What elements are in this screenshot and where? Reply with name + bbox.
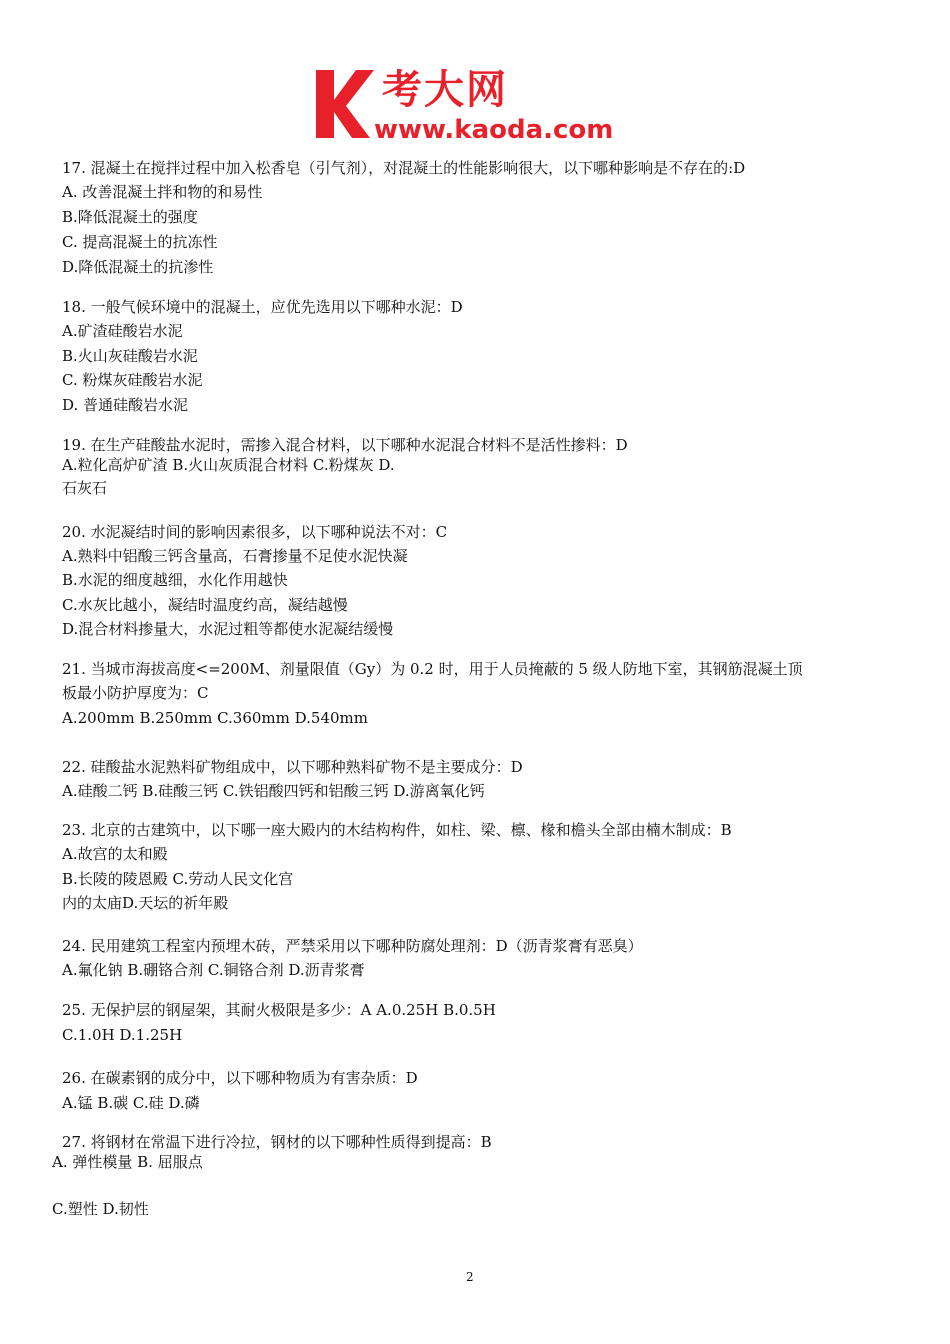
logo-url: www.kaoda.com <box>374 115 614 145</box>
option-18c: C. 粉煤灰硅酸岩水泥 <box>62 371 203 389</box>
options-19: A.粒化高炉矿渣 B.火山灰质混合材料 C.粉煤灰 D. <box>62 456 395 474</box>
question-27: 27. 将钢材在常温下进行冷拉，钢材的以下哪种性质得到提高：B <box>62 1133 492 1151</box>
option-18b: B.火山灰硅酸岩水泥 <box>62 347 198 365</box>
option-20c: C.水灰比越小，凝结时温度约高，凝结越慢 <box>62 596 348 614</box>
options-23cd: 内的太庙D.天坛的祈年殿 <box>62 894 229 912</box>
option-20b: B.水泥的细度越细，水化作用越快 <box>62 571 288 589</box>
question-19: 19. 在生产硅酸盐水泥时，需掺入混合材料，以下哪种水泥混合材料不是活性掺料：D <box>62 436 628 454</box>
option-18d: D. 普通硅酸岩水泥 <box>62 396 189 414</box>
option-17c: C. 提高混凝土的抗冻性 <box>62 233 218 251</box>
options-27cd: C.塑性 D.韧性 <box>52 1200 149 1218</box>
option-17b: B.降低混凝土的强度 <box>62 208 198 226</box>
option-17a: A. 改善混凝土拌和物的和易性 <box>62 183 263 201</box>
question-26: 26. 在碳素钢的成分中，以下哪种物质为有害杂质：D <box>62 1069 418 1087</box>
options-22: A.硅酸二钙 B.硅酸三钙 C.铁铝酸四钙和铝酸三钙 D.游离氧化钙 <box>62 782 485 800</box>
kaoda-logo <box>312 66 642 150</box>
question-22: 22. 硅酸盐水泥熟料矿物组成中，以下哪种熟料矿物不是主要成分：D <box>62 758 523 776</box>
question-25: 25. 无保护层的钢屋架，其耐火极限是多少：A A.0.25H B.0.5H <box>62 1001 496 1019</box>
option-17d: D.降低混凝土的抗渗性 <box>62 258 214 276</box>
options-24: A.氟化钠 B.硼铬合剂 C.铜铬合剂 D.沥青浆膏 <box>62 961 365 979</box>
question-21: 21. 当城市海拔高度<=200M、剂量限值（Gy）为 0.2 时，用于人员掩蔽的 5 级人防地下室，其钢筋混凝土顶 <box>62 660 803 678</box>
question-24: 24. 民用建筑工程室内预埋木砖，严禁采用以下哪种防腐处理剂：D（沥青浆膏有恶臭） <box>62 937 643 955</box>
option-20d: D.混合材料掺量大，水泥过粗等都使水泥凝结缓慢 <box>62 620 394 638</box>
options-27ab: A. 弹性模量 B. 屈服点 <box>52 1153 203 1171</box>
page-number: 2 <box>466 1270 474 1284</box>
option-18a: A.矿渣硅酸岩水泥 <box>62 322 183 340</box>
k-logo-mark-icon <box>312 66 376 146</box>
options-21: A.200mm B.250mm C.360mm D.540mm <box>62 709 368 727</box>
option-20a: A.熟料中铝酸三钙含量高，石膏掺量不足使水泥快凝 <box>62 547 408 565</box>
options-25: C.1.0H D.1.25H <box>62 1026 183 1044</box>
logo-site-name: 考大网 <box>382 67 508 113</box>
option-19-continued: 石灰石 <box>62 479 108 497</box>
options-23bc: B.长陵的陵恩殿 C.劳动人民文化宫 <box>62 870 294 888</box>
question-18: 18. 一般气候环境中的混凝土，应优先选用以下哪种水泥：D <box>62 298 463 316</box>
question-21-continued: 板最小防护厚度为：C <box>62 684 209 702</box>
options-26: A.锰 B.碳 C.硅 D.磷 <box>62 1094 200 1112</box>
question-17: 17. 混凝土在搅拌过程中加入松香皂（引气剂），对混凝土的性能影响很大，以下哪种影响是不存在的:D <box>62 159 746 177</box>
option-23a: A.故宫的太和殿 <box>62 845 168 863</box>
question-20: 20. 水泥凝结时间的影响因素很多，以下哪种说法不对：C <box>62 523 448 541</box>
question-23: 23. 北京的古建筑中，以下哪一座大殿内的木结构构件，如柱、梁、檩、椽和檐头全部由楠木制成：B <box>62 821 732 839</box>
